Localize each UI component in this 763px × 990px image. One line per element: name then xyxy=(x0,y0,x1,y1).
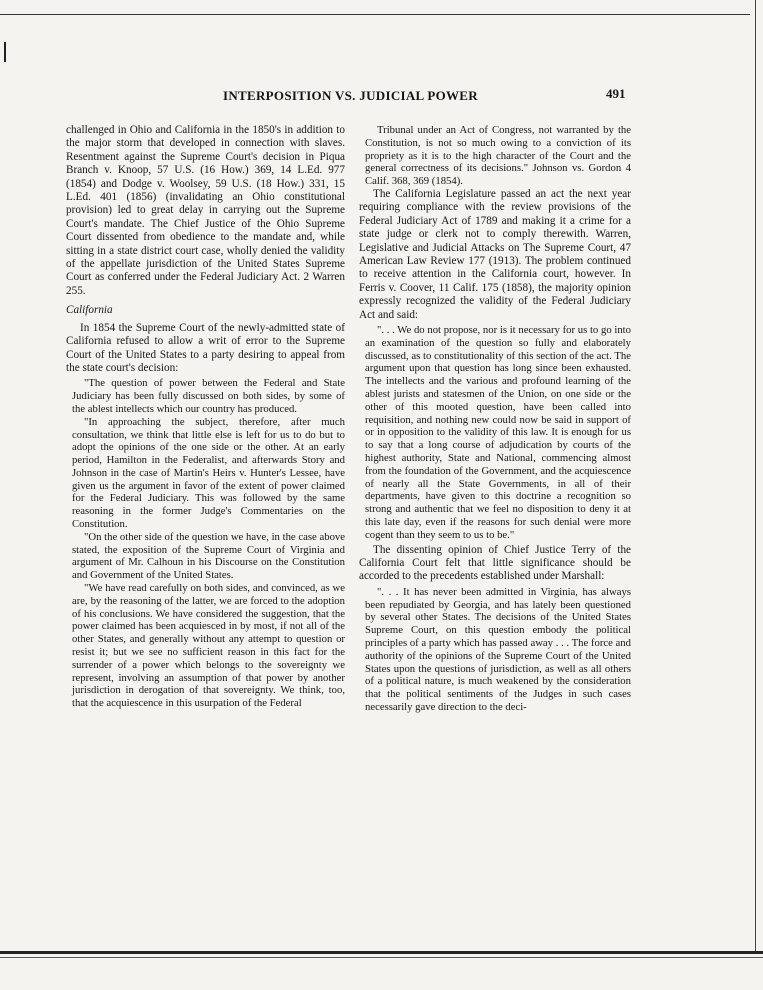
terry-quote: ". . . It has never been admitted in Virginia, has always been repudiated by Georgia, and has lately been questioned by several other States. The decisions of the United States Supreme Court, on this question embody the political principles of a party which has passed away . . . The force and authority of the opinions of the Supreme Court of the United States upon the questions of jurisdiction, as well as all others of a political nature, is much weakened by the consideration that the political sentiments of the Judges in such cases necessarily gave direction to the deci- xyxy=(365,585,631,713)
section-heading-california: California xyxy=(66,304,113,317)
left-paragraph-2: In 1854 the Supreme Court of the newly-admitted state of California refused to allow a writ of error to the Supreme Court of the United States to a party desiring to appeal from the state court's decision: xyxy=(66,321,345,374)
right-paragraph-2: The California Legislature passed an act the next year requiring compliance with the review provisions of the Federal Judiciary Act of 1789 and making it a crime for a state judge or clerk not to comply therewith. Warren, Legislative and Judicial Attacks on The Supreme Court, 47 American Law Review 177 (1913). The problem continued to receive attention in the California court, however. In Ferris v. Coover, 11 Calif. 175 (1858), the majority opinion expressly recognized the validity of the Federal Judiciary Act and said: xyxy=(359,187,631,321)
bottom-border-line-thin xyxy=(0,957,763,958)
quote-paragraph-4: "We have read carefully on both sides, and convinced, as we are, by the reasoning of the latter, we are forced to the adoption of his conclusions. We have considered the suggestion, that the power claimed has been acquiesced in by most, if not all of the other States, and generally without any attempt to question or resist it; but we see no sufficient reason in this fact for the surrender of a power which belongs to the sovereignty we represent, involving an assumption of that power by another jurisdiction in derogation of that sovereignty. We think, too, that the acquiescence in this usurpation of the Federal xyxy=(72,582,345,710)
top-border-line xyxy=(0,14,750,15)
right-paragraph-3: The dissenting opinion of Chief Justice Terry of the California Court felt that little significance should be accorded to the precedents established under Marshall: xyxy=(359,543,631,583)
left-edge-mark xyxy=(4,42,6,62)
block-quote-terry xyxy=(359,586,631,714)
right-quote-continued: Tribunal under an Act of Congress, not warranted by the Constitution, is not so much owing to a conviction of its propriety as it is to the high character of the Court and the general correctness of its decisions." Johnson vs. Gordon 4 Calif. 368, 369 (1854). xyxy=(365,124,631,188)
ferris-quote: ". . . We do not propose, nor is it necessary for us to go into an examination of the question so fully and elaborately discussed, as to constitutionality of this section of the act. The argument upon that question has long since been exhausted. The intellects and the various and profound learning of the ablest jurists and statesmen of the Union, on one side or the other of this mooted question, have been called into requisition, and nothing new could now be said in support of or in opposition to the validity of this law. It is enough for us to say that a long course of adjudication by courts of the highest authority, State and National, commencing almost from the foundation of the Government, and the acquiescence of nearly all the State Governments, in all of their departments, have given to this doctrine a recognition so strong and authentic that we feel no disposition to deny it at this late day, even if the reasons for such denial were more cogent than they seem to us to be." xyxy=(365,324,631,541)
left-column xyxy=(66,124,345,712)
bottom-border-line xyxy=(0,951,763,954)
page-header xyxy=(0,84,763,104)
quote-paragraph-2: "In approaching the subject, therefore, after much consultation, we think that little else is left for us to do but to adopt the opinions of the one side or the other. At an early period, Hamilton in the Federalist, and afterwards Story and Johnson in the case of Martin's Heirs v. Hunter's Lessee, have given us the argument in favor of the extent of power claimed for the Federal Judiciary. This was followed by the same reasoning in the former Judge's Commentaries on the Constitution. xyxy=(72,415,345,531)
quote-paragraph-3: "On the other side of the question we have, in the case above stated, the exposition of the Supreme Court of Virginia and argument of Mr. Calhoun in his Discourse on the Constitution and Government of the United States. xyxy=(72,530,345,582)
left-paragraph-1: challenged in Ohio and California in the 1850's in addition to the major storm that developed in connection with slaves. Resentment against the Supreme Court's decision in Piqua Branch v. Knoop, 57 U.S. (16 How.) 369, 14 L.Ed. 977 (1854) and Dodge v. Woolsey, 59 U.S. (18 How.) 331, 15 L.Ed. 401 (1856) (invalidating an Ohio constitutional provision) led to great delay in carrying out the Supreme Court's mandate. The Chief Justice of the Ohio Supreme Court dissented from obedience to the mandate and, while sitting in a state district court case, wholly denied the validity of the appellate jurisdiction of the United States Supreme Court as conferred under the Federal Judiciary Act. 2 Warren 255. xyxy=(66,124,345,297)
block-quote-ferris xyxy=(359,324,631,542)
running-head: INTERPOSITION VS. JUDICIAL POWER xyxy=(223,88,478,103)
right-column xyxy=(359,124,631,716)
block-quote-johnson xyxy=(66,377,345,710)
quote-paragraph-1: "The question of power between the Federal and State Judiciary has been fully discussed on both sides, by some of the ablest intellects which our country has produced. xyxy=(72,377,345,415)
block-quote-continued xyxy=(359,124,631,188)
right-page-edge xyxy=(755,0,756,951)
page-number: 491 xyxy=(606,86,626,101)
